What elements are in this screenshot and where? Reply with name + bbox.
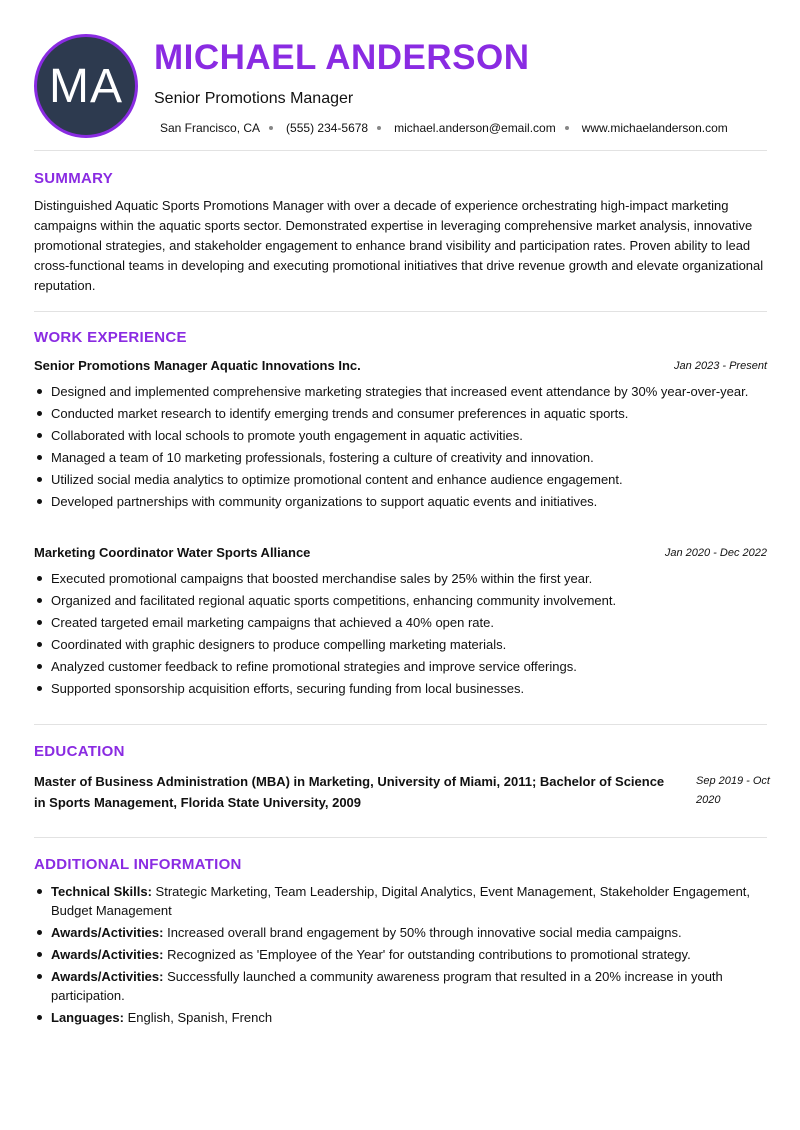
contact-bar <box>160 121 728 135</box>
info-label: Awards/Activities: <box>51 925 164 940</box>
education-title: EDUCATION <box>34 743 125 760</box>
divider <box>34 837 767 838</box>
info-text: Successfully launched a community awareness program that resulted in a 20% increase in youth participation. <box>51 969 723 1003</box>
info-text: English, Spanish, French <box>127 1010 273 1025</box>
contact-phone: (555) 234-5678 <box>286 121 369 135</box>
separator-dot <box>377 126 381 130</box>
contact-email[interactable]: michael.anderson@email.com <box>394 121 556 135</box>
summary-title: SUMMARY <box>34 170 114 187</box>
info-label: Awards/Activities: <box>51 969 164 984</box>
list-item <box>34 923 767 942</box>
info-text: Strategic Marketing, Team Leadership, Digital Analytics, Event Management, Stakeholder Engagement, Budget Management <box>51 884 751 918</box>
job-header <box>34 358 767 378</box>
info-text: Recognized as 'Employee of the Year' for outstanding contributions to promotional strategy. <box>167 947 691 962</box>
candidate-name: MICHAEL ANDERSON <box>154 38 530 77</box>
list-item: Organized and facilitated regional aquatic sports competitions, enhancing community involvement. <box>34 591 754 610</box>
info-label: Awards/Activities: <box>51 947 164 962</box>
experience-title: WORK EXPERIENCE <box>34 329 187 346</box>
list-item <box>34 1008 767 1027</box>
list-item: Executed promotional campaigns that boosted merchandise sales by 25% within the first year. <box>34 569 754 588</box>
list-item: Analyzed customer feedback to refine promotional strategies and improve service offerings. <box>34 657 754 676</box>
additional-title: ADDITIONAL INFORMATION <box>34 856 242 873</box>
job-title: Marketing Coordinator Water Sports Alliance <box>34 545 311 560</box>
divider <box>34 150 767 151</box>
education-date: Sep 2019 - Oct 2020 <box>696 775 770 806</box>
list-item <box>34 882 767 920</box>
additional-list <box>34 882 767 1030</box>
info-label: Technical Skills: <box>51 884 152 899</box>
list-item <box>34 945 767 964</box>
separator-dot <box>565 126 569 130</box>
job-date: Jan 2020 - Dec 2022 <box>664 547 767 559</box>
separator-dot <box>269 126 273 130</box>
list-item: Coordinated with graphic designers to produce compelling marketing materials. <box>34 635 754 654</box>
resume-header <box>34 34 767 138</box>
job-bullets <box>34 382 754 514</box>
list-item: Created targeted email marketing campaigns that achieved a 40% open rate. <box>34 613 754 632</box>
divider <box>34 724 767 725</box>
education-degree: Master of Business Administration (MBA) in Marketing, University of Miami, 2011; Bachelor of Science in Sports Management, Florida State University, 2009 <box>34 774 665 810</box>
list-item <box>34 967 767 1005</box>
job-title: Senior Promotions Manager Aquatic Innovations Inc. <box>34 358 361 373</box>
divider <box>34 311 767 312</box>
contact-location: San Francisco, CA <box>160 121 261 135</box>
job-date: Jan 2023 - Present <box>674 360 767 372</box>
job-header <box>34 545 767 565</box>
list-item: Developed partnerships with community organizations to support aquatic events and initiatives. <box>34 492 754 511</box>
summary-text: Distinguished Aquatic Sports Promotions Manager with over a decade of experience orchestrating high-impact marketing campaigns within the aquatic sports sector. Demonstrated expertise in leveraging comprehensive market analysis, innovative promotional strategies, and stakeholder engagement to enhance brand visibility and participation rates. Proven ability to lead cross-functional teams in developing and executing promotional initiatives that drive revenue growth and elevate organizational reputation. <box>34 198 764 293</box>
candidate-role: Senior Promotions Manager <box>154 90 354 107</box>
list-item: Designed and implemented comprehensive marketing strategies that increased event attendance by 30% year-over-year. <box>34 382 754 401</box>
contact-website[interactable]: www.michaelanderson.com <box>581 121 728 135</box>
list-item: Supported sponsorship acquisition efforts, securing funding from local businesses. <box>34 679 754 698</box>
list-item: Collaborated with local schools to promote youth engagement in aquatic activities. <box>34 426 754 445</box>
list-item: Utilized social media analytics to optimize promotional content and enhance audience engagement. <box>34 470 754 489</box>
info-text: Increased overall brand engagement by 50% through innovative social media campaigns. <box>167 925 682 940</box>
list-item: Managed a team of 10 marketing professionals, fostering a culture of creativity and innovation. <box>34 448 754 467</box>
avatar <box>34 34 138 138</box>
list-item: Conducted market research to identify emerging trends and consumer preferences in aquatic sports. <box>34 404 754 423</box>
avatar-initials: MA <box>49 59 123 113</box>
info-label: Languages: <box>51 1010 124 1025</box>
job-bullets <box>34 569 754 701</box>
